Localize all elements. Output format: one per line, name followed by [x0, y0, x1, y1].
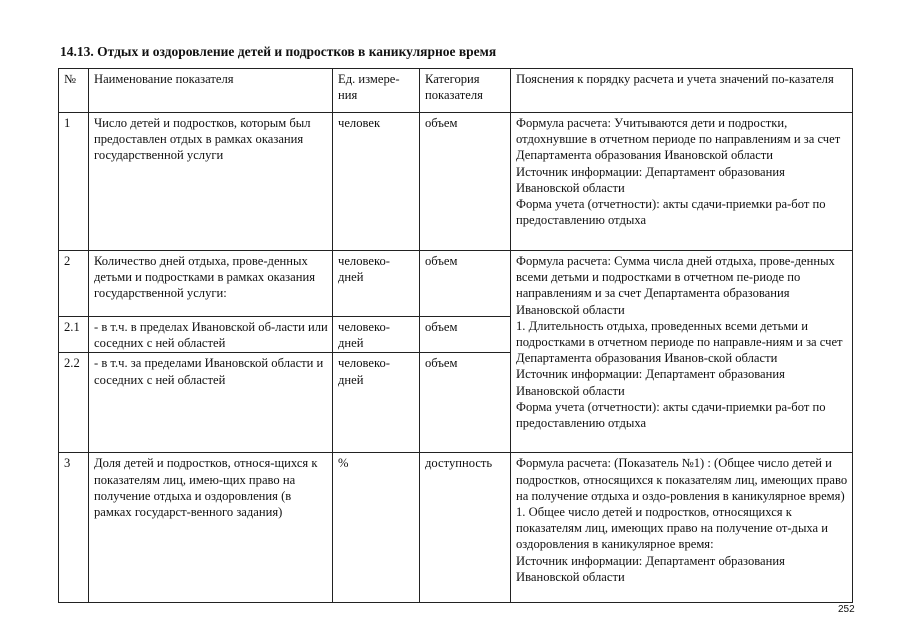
row-name: Доля детей и подростков, относя-щихся к показателям лиц, имею-щих право на получение отдыха и оздоровления (в рамках государст-венного задания) [89, 453, 333, 603]
row-category: объем [420, 251, 511, 317]
table-row [59, 251, 853, 317]
row-num: 1 [59, 113, 89, 251]
explanation-line: Источник информации: Департамент образования Ивановской области [516, 164, 785, 195]
row-name: - в т.ч. за пределами Ивановской области и соседних с ней областей [89, 353, 333, 453]
row-category: объем [420, 113, 511, 251]
row-unit: человек [333, 113, 420, 251]
page-number: 252 [838, 604, 855, 615]
explanation-line: 1. Длительность отдыха, проведенных всеми детьми и подростками в отчетном периоде по направле-ниям и за счет Департамента образования Иванов-ской области [516, 318, 843, 366]
header-num: № [59, 69, 89, 113]
table-row [59, 113, 853, 251]
explanation-line: Источник информации: Департамент образования Ивановской области [516, 553, 785, 584]
row-unit: % [333, 453, 420, 603]
explanation-line: Форма учета (отчетности): акты сдачи-приемки ра-бот по предоставлению отдыха [516, 197, 826, 228]
row-name: Количество дней отдыха, прове-денных детьми и подростками в рамках оказания государственной услуги: [89, 251, 333, 317]
row-num: 3 [59, 453, 89, 603]
row-explanation [511, 113, 853, 251]
row-unit: человеко-дней [333, 251, 420, 317]
header-unit: Ед. измере-ния [333, 69, 420, 113]
row-num: 2.2 [59, 353, 89, 453]
row-explanation [511, 251, 853, 453]
row-unit: человеко-дней [333, 353, 420, 453]
section-heading: 14.13. Отдых и оздоровление детей и подростков в каникулярное время [60, 44, 497, 59]
row-unit: человеко-дней [333, 317, 420, 353]
row-category: доступность [420, 453, 511, 603]
row-category: объем [420, 317, 511, 353]
explanation-line: Формула расчета: Учитываются дети и подростки, отдохнувшие в отчетном периоде по направлениям и за счет Департамента образования Ивановской области [516, 116, 841, 163]
explanation-line: Формула расчета: Сумма числа дней отдыха, прове-денных всеми детьми и подростками в отчетном пе-риоде по направлениям и за счет Департамента образования Ивановской области [516, 254, 835, 317]
header-category: Категория показателя [420, 69, 511, 113]
indicators-table [58, 68, 853, 603]
row-name: - в т.ч. в пределах Ивановской об-ласти или соседних с ней областей [89, 317, 333, 353]
row-category: объем [420, 353, 511, 453]
explanation-line: Источник информации: Департамент образования Ивановской области [516, 367, 785, 398]
row-explanation [511, 453, 853, 603]
explanation-line: Форма учета (отчетности): акты сдачи-приемки ра-бот по предоставлению отдыха [516, 399, 826, 431]
row-num: 2 [59, 251, 89, 317]
table-header-row [59, 69, 853, 113]
row-name: Число детей и подростков, которым был предоставлен отдых в рамках оказания государственной услуги [89, 113, 333, 251]
explanation-line: Формула расчета: (Показатель №1) : (Общее число детей и подростков, относящихся к показателям лиц, имеющих право на получение отдыха и оздо-ровления в каникулярное время) [516, 456, 848, 503]
header-explanation: Пояснения к порядку расчета и учета значений по-казателя [511, 69, 853, 113]
header-name: Наименование показателя [89, 69, 333, 113]
explanation-line: 1. Общее число детей и подростков, относящихся к показателям лиц, имеющих право на получение от-дыха и оздоровления в каникулярное время: [516, 505, 829, 552]
row-num: 2.1 [59, 317, 89, 353]
table-row [59, 453, 853, 603]
